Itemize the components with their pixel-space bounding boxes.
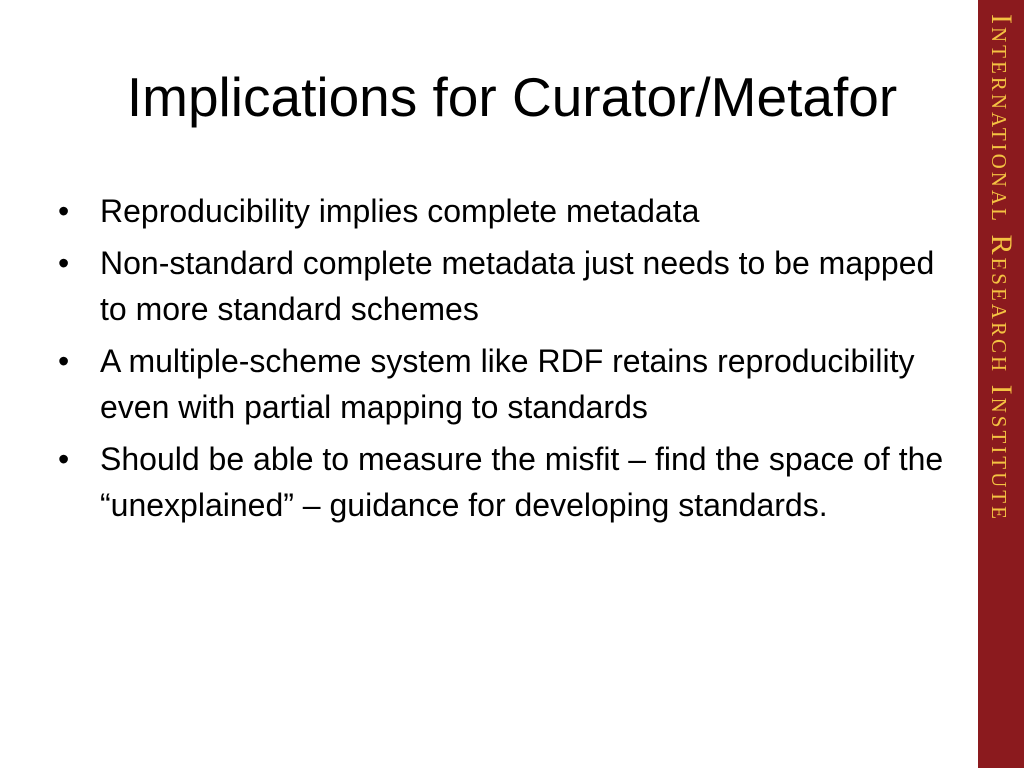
bullet-text: Reproducibility implies complete metadata — [100, 193, 700, 229]
bullet-text: A multiple-scheme system like RDF retains reproducibility even with partial mapping to standards — [100, 343, 915, 425]
bullet-marker: • — [58, 343, 70, 379]
bullet-item — [58, 436, 948, 528]
bullet-marker: • — [58, 245, 70, 281]
bullet-list — [58, 188, 948, 534]
bullet-marker: • — [58, 441, 70, 477]
bullet-item — [58, 338, 948, 430]
bullet-text: Should be able to measure the misfit – find the space of the “unexplained” – guidance for developing standards. — [100, 441, 944, 523]
bullet-marker: • — [58, 193, 70, 229]
slide-title: Implications for Curator/Metafor — [126, 66, 898, 128]
institute-sidebar — [978, 0, 1024, 768]
bullet-item — [58, 188, 948, 234]
bullet-text: Non-standard complete metadata just needs to be mapped to more standard schemes — [100, 245, 935, 327]
bullet-item — [58, 240, 948, 332]
institute-name: International Research Institute — [985, 14, 1018, 522]
